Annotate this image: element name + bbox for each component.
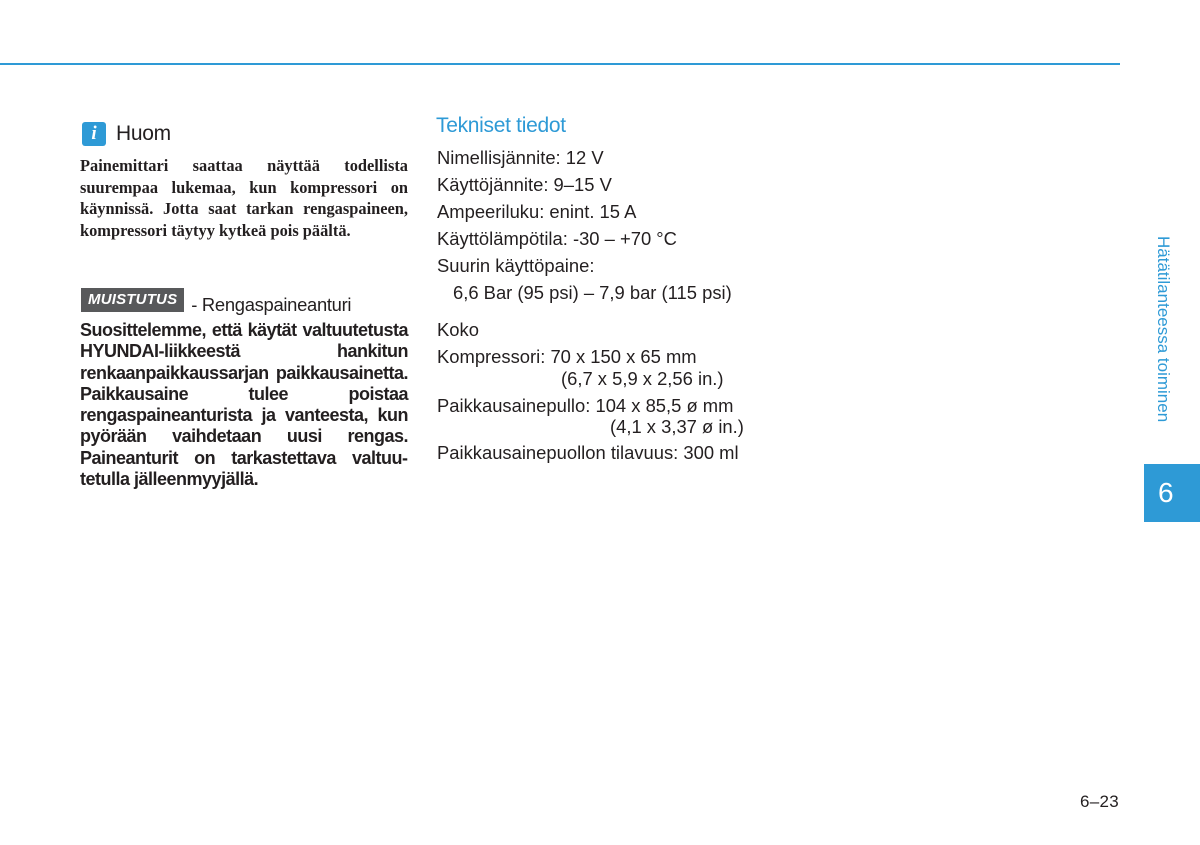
reminder-heading <box>81 284 351 316</box>
note-body: Painemittari saattaa näyttää todellista suurempaa lukemaa, kun kompressori on käynnissä. Jotta saat tarkan rengaspaineen, kompressori täytyy kytkeä pois päältä. <box>80 156 408 240</box>
spec-compressor: Kompressori: 70 x 150 x 65 mm <box>437 346 697 367</box>
spec-rated-voltage: Nimellisjännite: 12 V <box>437 147 604 168</box>
spec-max-pressure-label: Suurin käyttöpaine: <box>437 255 595 276</box>
reminder-title: - Rengaspaineanturi <box>191 294 352 315</box>
chapter-side-label: Hätätilanteessa toiminen <box>1154 236 1173 423</box>
spec-size-label: Koko <box>437 319 479 340</box>
note-title: Huom <box>116 122 171 145</box>
specs-title: Tekniset tiedot <box>436 114 566 137</box>
spec-amperage: Ampeeriluku: enint. 15 A <box>437 201 637 222</box>
info-icon: i <box>82 122 106 146</box>
reminder-badge: MUISTUTUS <box>81 288 184 312</box>
header-rule <box>0 63 1120 65</box>
spec-sealant-bottle: Paikkausainepullo: 104 x 85,5 ø mm <box>437 395 734 416</box>
spec-operating-temp: Käyttölämpötila: -30 – +70 °C <box>437 228 677 249</box>
note-heading <box>82 122 171 146</box>
spec-max-pressure-value: 6,6 Bar (95 psi) – 7,9 bar (115 psi) <box>453 282 732 303</box>
spec-compressor-in: (6,7 x 5,9 x 2,56 in.) <box>561 368 724 389</box>
chapter-number-tab: 6 <box>1144 464 1200 522</box>
spec-sealant-volume: Paikkausainepuollon tilavuus: 300 ml <box>437 442 739 463</box>
spec-sealant-bottle-in: (4,1 x 3,37 ø in.) <box>610 416 744 437</box>
spec-operating-voltage: Käyttöjännite: 9–15 V <box>437 174 612 195</box>
reminder-body: Suosittelemme, että käytät valtuutetusta HYUNDAI-liikkeestä hankitun renkaanpaikkaussarjan paikkausainetta. Paikkausaine tulee poistaa rengaspaineanturista ja vanteesta, kun pyörään vaihdetaan uusi rengas. Paineanturit on tarkastettava valtuutetulla jälleenmyyjällä. <box>80 320 408 490</box>
page-number: 6–23 <box>1080 792 1120 811</box>
